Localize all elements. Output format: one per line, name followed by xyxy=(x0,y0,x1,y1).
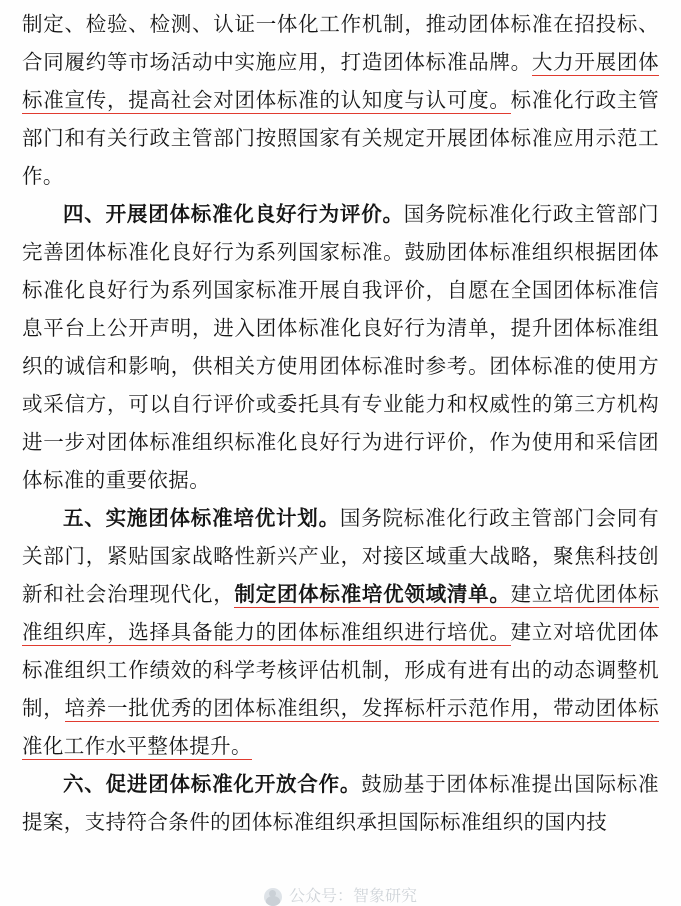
paragraph-1 xyxy=(22,6,659,196)
avatar-icon xyxy=(264,888,282,906)
underlined-bold-text-run: 制定团体标准培优领域清单。 xyxy=(234,584,511,606)
underlined-text-run: 建立培优团体标准组织库，选择具备能力的团体标准组织进行培优。 xyxy=(22,584,660,644)
text-run: 国务院标准化行政主管部门会同有关部门，紧贴国家战略性新兴产业，对接区域重大战略，聚焦科技创新和社会治理现代化， xyxy=(22,508,660,606)
section-heading-six: 六、促进团体标准化开放合作。 xyxy=(63,774,362,796)
text-run: 制定、检验、检测、认证一体化工作机制，推动团体标准在招投标、合同履约等市场活动中实施应用，打造团体标准品牌。 xyxy=(22,14,659,74)
text-run: 建立对培优团体标准组织工作绩效的科学考核评估机制，形成有进有出的动态调整机制， xyxy=(22,622,659,720)
paragraph-2 xyxy=(22,196,659,500)
paragraph-4 xyxy=(22,766,659,842)
underlined-text-run: 大力开展团体标准宣传，提高社会对团体标准的认知度与认可度。 xyxy=(22,52,659,112)
section-heading-five: 五、实施团体标准培优计划。 xyxy=(63,508,340,530)
section-heading-four: 四、开展团体标准化良好行为评价。 xyxy=(63,204,404,226)
text-run: 鼓励基于团体标准提出国际标准提案，支持符合条件的团体标准组织承担国际标准组织的国内技 xyxy=(22,774,659,834)
text-run: 标准化行政主管部门和有关行政主管部门按照国家有关规定开展团体标准应用示范工作。 xyxy=(22,90,659,188)
paragraph-3 xyxy=(22,500,659,766)
text-run: 国务院标准化行政主管部门完善团体标准化良好行为系列国家标准。鼓励团体标准组织根据团体标准化良好行为系列国家标准开展自我评价，自愿在全国团体标准信息平台上公开声明，进入团体标准化良好行为清单，提升团体标准组织的诚信和影响，供相关方使用团体标准时参考。团体标准的使用方或采信方，可以自行评价或委托具有专业能力和权威性的第三方机构进一步对团体标准组织标准化良好行为进行评价，作为使用和采信团体标准的重要依据。 xyxy=(22,204,659,492)
watermark xyxy=(0,880,681,906)
watermark-label: 公众号：智象研究 xyxy=(288,888,417,905)
underlined-text-run: 培养一批优秀的团体标准组织，发挥标杆示范作用，带动团体标准化工作水平整体提升。 xyxy=(22,698,659,758)
